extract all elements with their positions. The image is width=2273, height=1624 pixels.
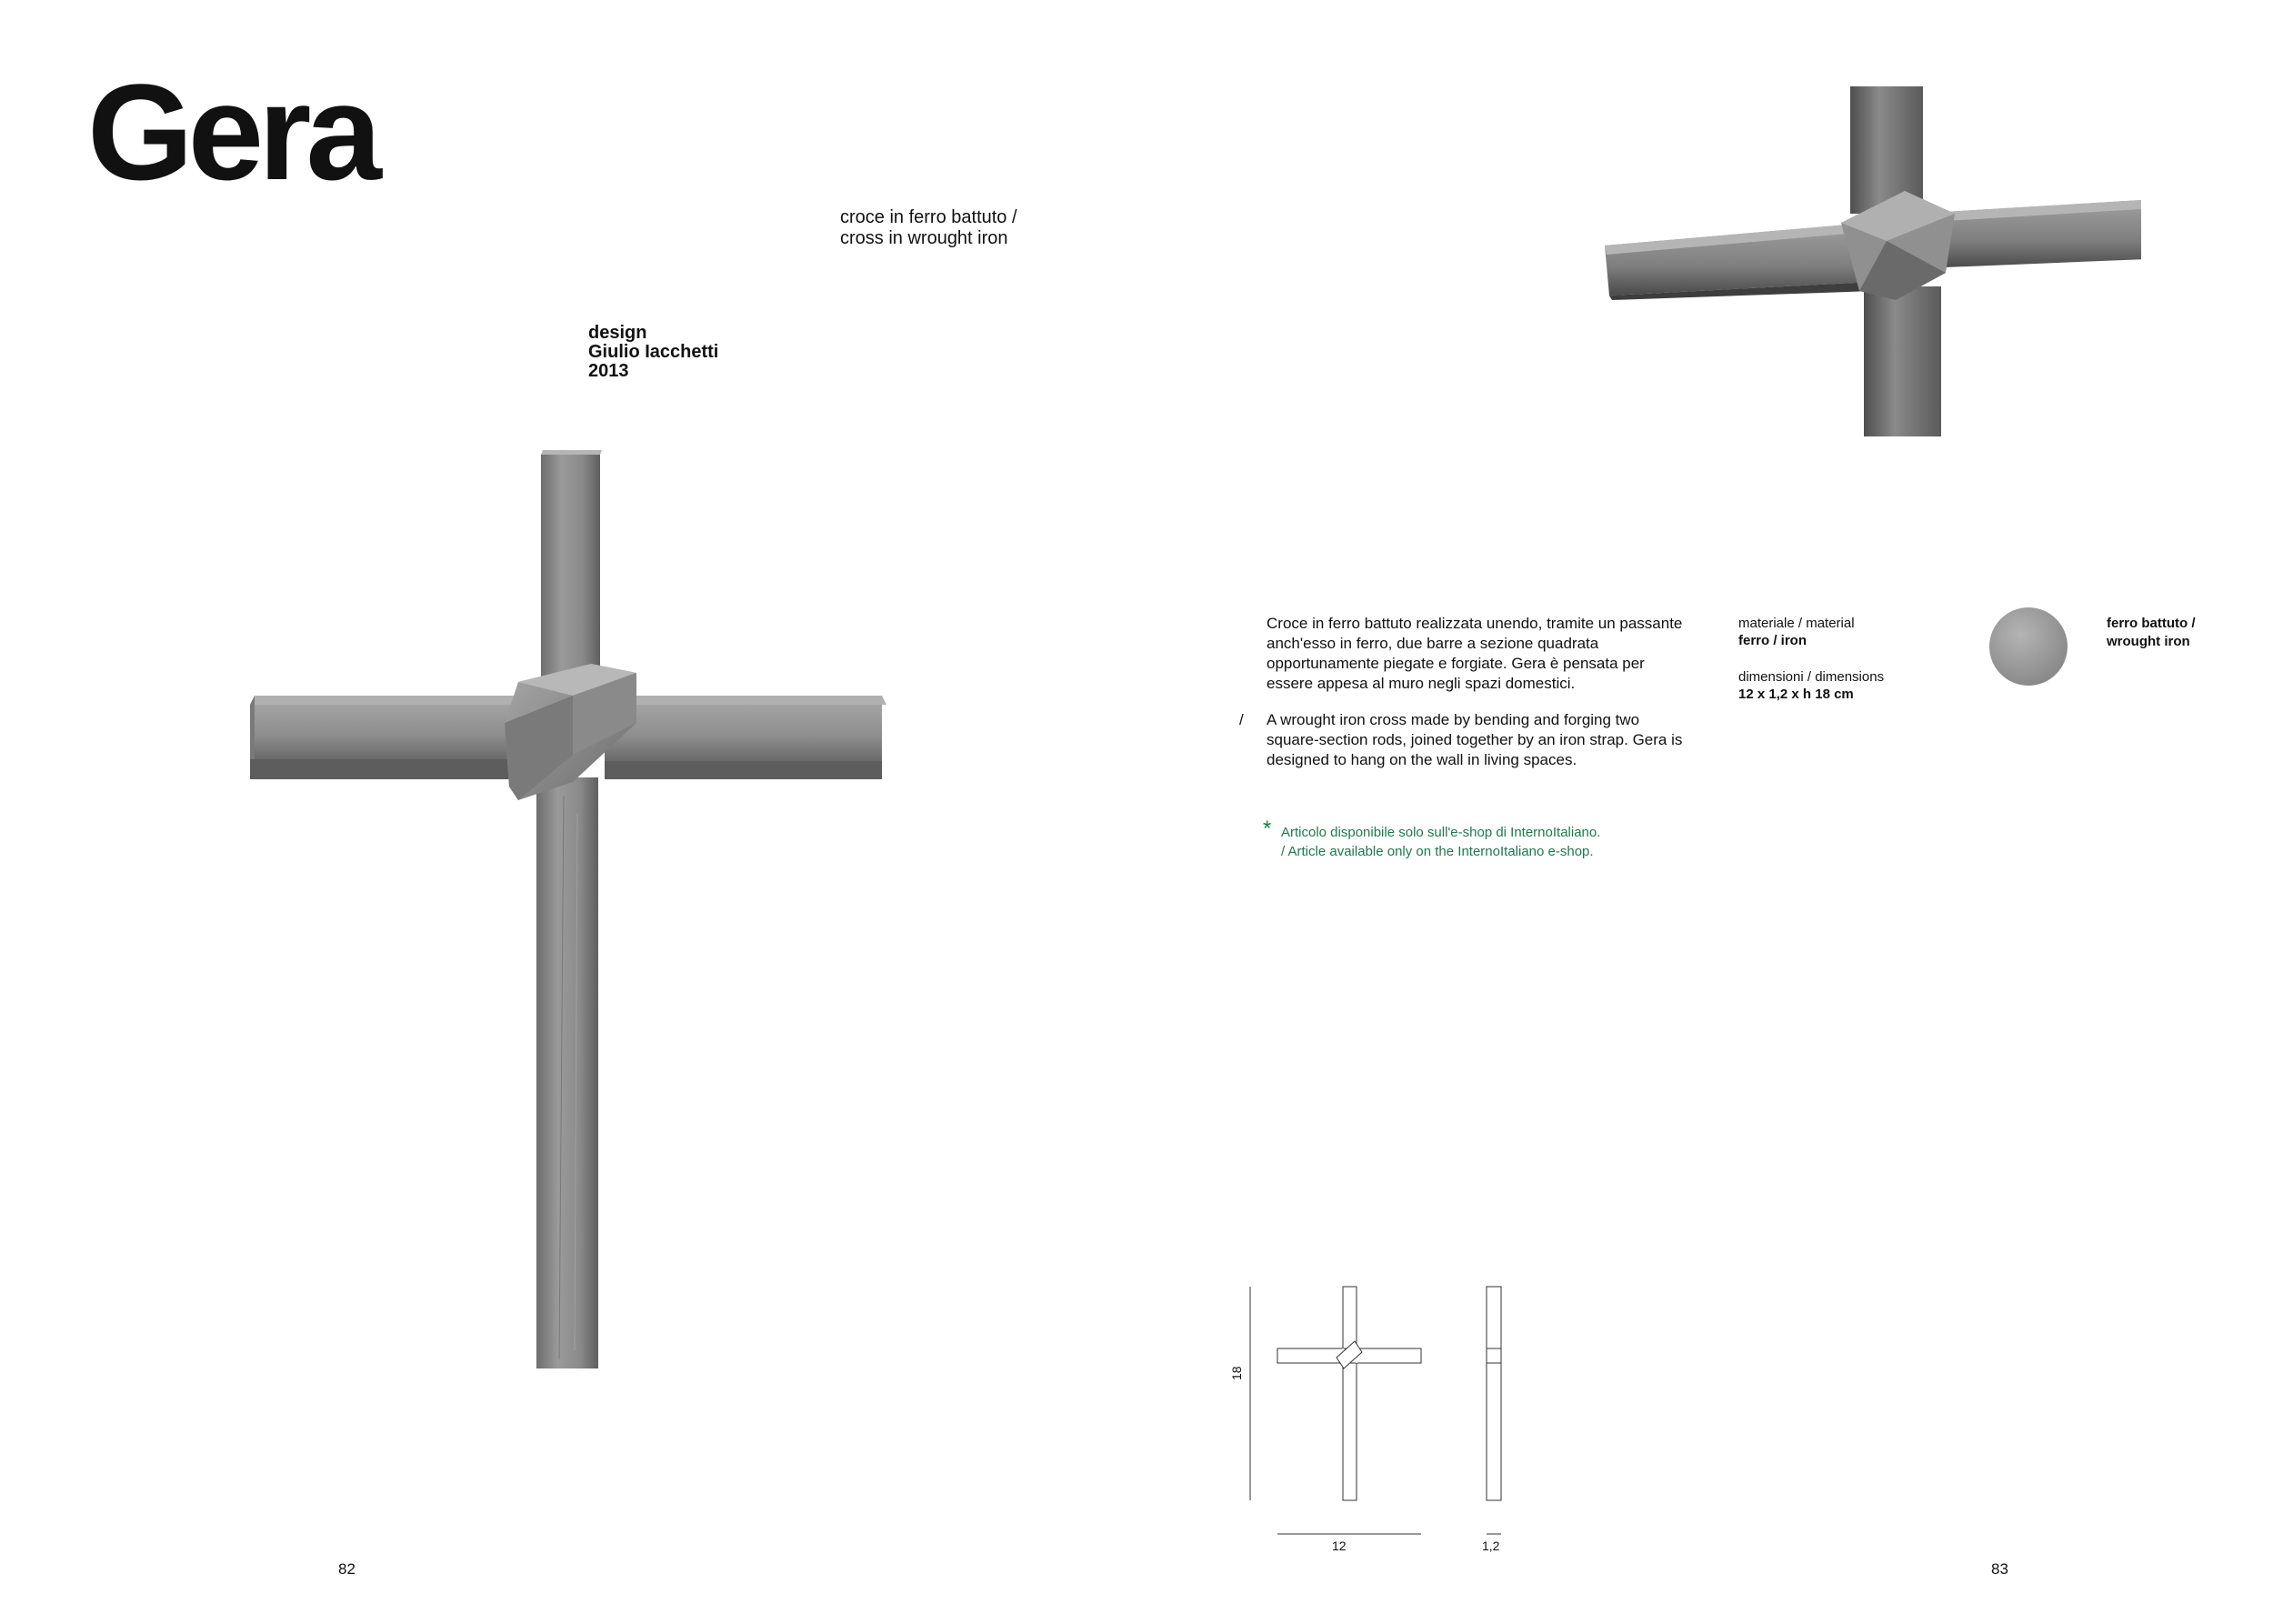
- product-subtitle: [840, 207, 1017, 249]
- horizontal-bar-left-bottom: [250, 759, 550, 779]
- horizontal-bar-right: [605, 705, 882, 761]
- technical-drawing: [1227, 1278, 1518, 1569]
- note-line-2: / Article available only on the InternoItaliano e-shop.: [1281, 844, 1594, 859]
- subtitle-line-1: croce in ferro battuto /: [840, 207, 1017, 227]
- detail-vertical-bottom: [1864, 286, 1941, 436]
- finish-line-1: ferro battuto /: [2107, 616, 2196, 631]
- description-italian: Croce in ferro battuto realizzata unendo, tramite un passante anch'esso in ferro, due barre a sezione quadrata opportunamente piegate e forgiate. Gera è pensata per essere appesa al muro negli spazi domestici.: [1267, 615, 1683, 692]
- page-number-right: 83: [1991, 1560, 2008, 1578]
- material-label: materiale / material: [1738, 616, 1855, 631]
- note-line-1: Articolo disponibile solo sull'e-shop di InternoItaliano.: [1281, 825, 1601, 840]
- horizontal-bar-right-bottom: [605, 761, 882, 779]
- description-separator: /: [1239, 711, 1244, 728]
- depth-dimension-label: 1,2: [1482, 1539, 1500, 1553]
- material-value: ferro / iron: [1738, 633, 1807, 648]
- vertical-bar-top: [541, 455, 600, 687]
- description-english: A wrought iron cross made by bending and forging two square-section rods, joined together by an iron strap. Gera is designed to hang on the wall in living spaces.: [1267, 711, 1683, 768]
- cross-photo: [245, 450, 891, 1378]
- horizontal-bar-right-top: [605, 696, 886, 705]
- width-dimension-label: 12: [1332, 1539, 1347, 1553]
- front-view-vertical: [1343, 1287, 1357, 1500]
- vertical-bar-bottom: [536, 777, 598, 1368]
- designer-name: Giulio Iacchetti: [588, 342, 719, 362]
- vertical-bar-top-face: [541, 450, 602, 455]
- subtitle-line-2: cross in wrought iron: [840, 228, 1008, 248]
- horizontal-bar-left: [250, 705, 550, 759]
- front-view-strap: [1337, 1341, 1362, 1368]
- asterisk-icon: *: [1263, 817, 1272, 841]
- design-label: design: [588, 323, 647, 343]
- spec-material: [1738, 615, 1855, 649]
- horizontal-bar-left-top: [250, 696, 546, 705]
- spec-dimensions: [1738, 668, 1884, 703]
- side-view: [1487, 1287, 1501, 1500]
- dimensions-label: dimensioni / dimensions: [1738, 669, 1885, 685]
- dimensions-value: 12 x 1,2 x h 18 cm: [1738, 687, 1854, 702]
- finish-label: [2107, 615, 2196, 651]
- horizontal-bar-left-end: [250, 696, 255, 764]
- design-year: 2013: [588, 361, 629, 381]
- product-description: [1239, 614, 1685, 770]
- availability-note: [1263, 817, 1601, 861]
- height-dimension-label: 18: [1229, 1366, 1244, 1380]
- cross-detail-photo: [1596, 86, 2141, 436]
- finish-line-2: wrought iron: [2107, 634, 2190, 649]
- design-credit: [588, 324, 718, 381]
- product-title: Gera: [87, 55, 376, 208]
- page-number-left: 82: [338, 1560, 355, 1578]
- finish-swatch: [1989, 607, 2068, 686]
